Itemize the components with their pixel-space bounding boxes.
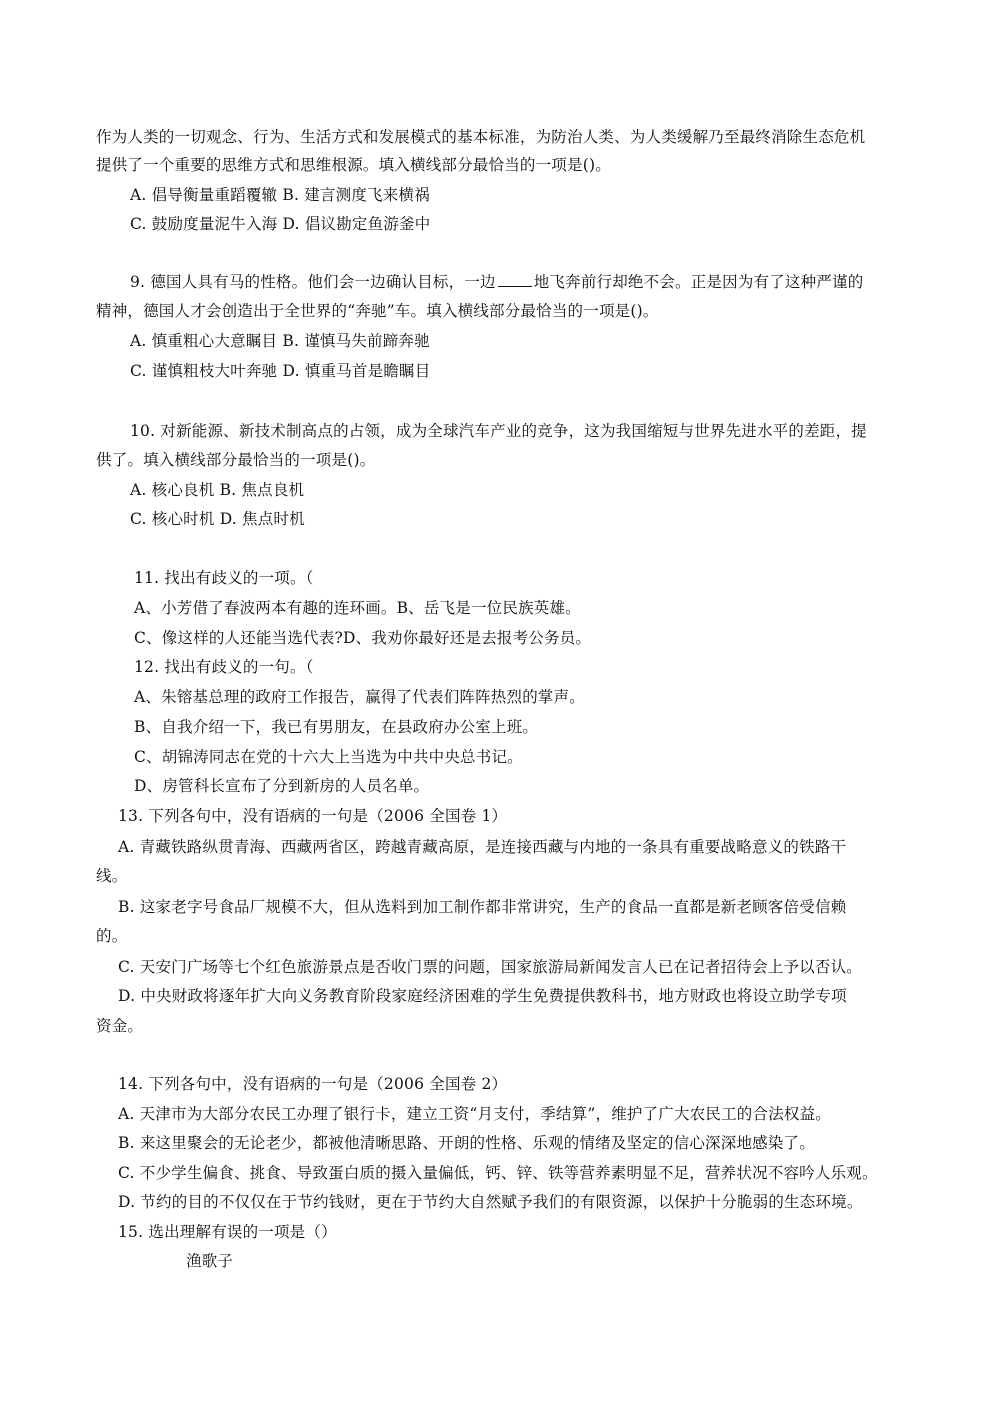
q14-stem: 14. 下列各句中，没有语病的一句是（2006 全国卷 2） xyxy=(118,1075,508,1093)
q8-option-c-d: C. 鼓励度量泥牛入海 D. 倡议勘定鱼游釜中 xyxy=(130,215,431,233)
q13-stem: 13. 下列各句中，没有语病的一句是（2006 全国卷 1） xyxy=(118,807,508,825)
q11-stem: 11. 找出有歧义的一项。（ xyxy=(134,569,314,587)
q15-stem: 15. 选出理解有误的一项是（） xyxy=(118,1223,337,1241)
q12-stem: 12. 找出有歧义的一句。（ xyxy=(134,658,314,676)
q13-option-b-line-2: 的。 xyxy=(96,927,128,945)
q13-option-a-line-2: 线。 xyxy=(96,867,128,885)
q8-option-a-b: A. 倡导衡量重蹈覆辙 B. 建言测度飞来横祸 xyxy=(130,186,430,204)
q8-line-1: 作为人类的一切观念、行为、生活方式和发展模式的基本标准，为防治人类、为人类缓解乃至最终消除生态危机 xyxy=(96,128,866,146)
q13-option-d-line-2: 资金。 xyxy=(96,1017,144,1035)
q12-option-a: A、朱镕基总理的政府工作报告，赢得了代表们阵阵热烈的掌声。 xyxy=(134,688,585,706)
fill-blank xyxy=(498,272,532,287)
q12-option-d: D、房管科长宣布了分到新房的人员名单。 xyxy=(134,777,430,795)
q9-line-1a: 9. 德国人具有马的性格。他们会一边确认目标，一边 xyxy=(130,273,496,291)
q12-option-b: B、自我介绍一下，我已有男朋友，在县政府办公室上班。 xyxy=(134,718,539,736)
q9-line-2: 精神，德国人才会创造出于全世界的“奔驰”车。填入横线部分最恰当的一项是()。 xyxy=(96,302,659,320)
q10-option-c-d: C. 核心时机 D. 焦点时机 xyxy=(130,510,305,528)
q12-option-c: C、胡锦涛同志在党的十六大上当选为中共中央总书记。 xyxy=(134,748,523,766)
q11-option-c-d: C、像这样的人还能当选代表?D、我劝你最好还是去报考公务员。 xyxy=(134,629,592,647)
q13-option-d-line-1: D. 中央财政将逐年扩大向义务教育阶段家庭经济困难的学生免费提供教科书，地方财政也将设立助学专项 xyxy=(118,987,847,1005)
q14-option-c: C. 不少学生偏食、挑食、导致蛋白质的摄入量偏低，钙、锌、铁等营养素明显不足，营养状况不容吟人乐观。 xyxy=(118,1164,878,1182)
q9-line-1b: 地飞奔前行却绝不会。正是因为有了这种严谨的 xyxy=(533,273,864,291)
q14-option-b: B. 来这里聚会的无论老少，都被他清晰思路、开朗的性格、乐观的情绪及坚定的信心深深地感染了。 xyxy=(118,1134,815,1152)
q10-line-1: 10. 对新能源、新技术制高点的占领，成为全球汽车产业的竞争，这为我国缩短与世界先进水平的差距，提 xyxy=(130,422,867,440)
q9-line-1 xyxy=(130,271,863,293)
q13-option-a-line-1: A. 青藏铁路纵贯青海、西藏两省区，跨越青藏高原，是连接西藏与内地的一条具有重要战略意义的铁路干 xyxy=(118,838,847,856)
q15-poem-title: 渔歌子 xyxy=(186,1252,234,1270)
q9-option-c-d: C. 谨慎粗枝大叶奔驰 D. 慎重马首是瞻瞩目 xyxy=(130,362,431,380)
q11-option-a-b: A、小芳借了春波两本有趣的连环画。B、岳飞是一位民族英雄。 xyxy=(134,599,581,617)
q13-option-c: C. 天安门广场等七个红色旅游景点是否收门票的问题，国家旅游局新闻发言人已在记者招待会上予以否认。 xyxy=(118,958,862,976)
q10-option-a-b: A. 核心良机 B. 焦点良机 xyxy=(130,481,305,499)
q10-line-2: 供了。填入横线部分最恰当的一项是()。 xyxy=(96,451,376,469)
q14-option-d: D. 节约的目的不仅仅在于节约钱财，更在于节约大自然赋予我们的有限资源，以保护十分脆弱的生态环境。 xyxy=(118,1193,863,1211)
q14-option-a: A. 天津市为大部分农民工办理了银行卡，建立工资“月支付，季结算”，维护了广大农民工的合法权益。 xyxy=(118,1105,831,1123)
q9-option-a-b: A. 慎重粗心大意瞩目 B. 谨慎马失前蹄奔驰 xyxy=(130,332,430,350)
q8-line-2: 提供了一个重要的思维方式和思维根源。填入横线部分最恰当的一项是()。 xyxy=(96,156,611,174)
q13-option-b-line-1: B. 这家老字号食品厂规模不大，但从选料到加工制作都非常讲究，生产的食品一直都是新老顾客倍受信赖 xyxy=(118,898,847,916)
